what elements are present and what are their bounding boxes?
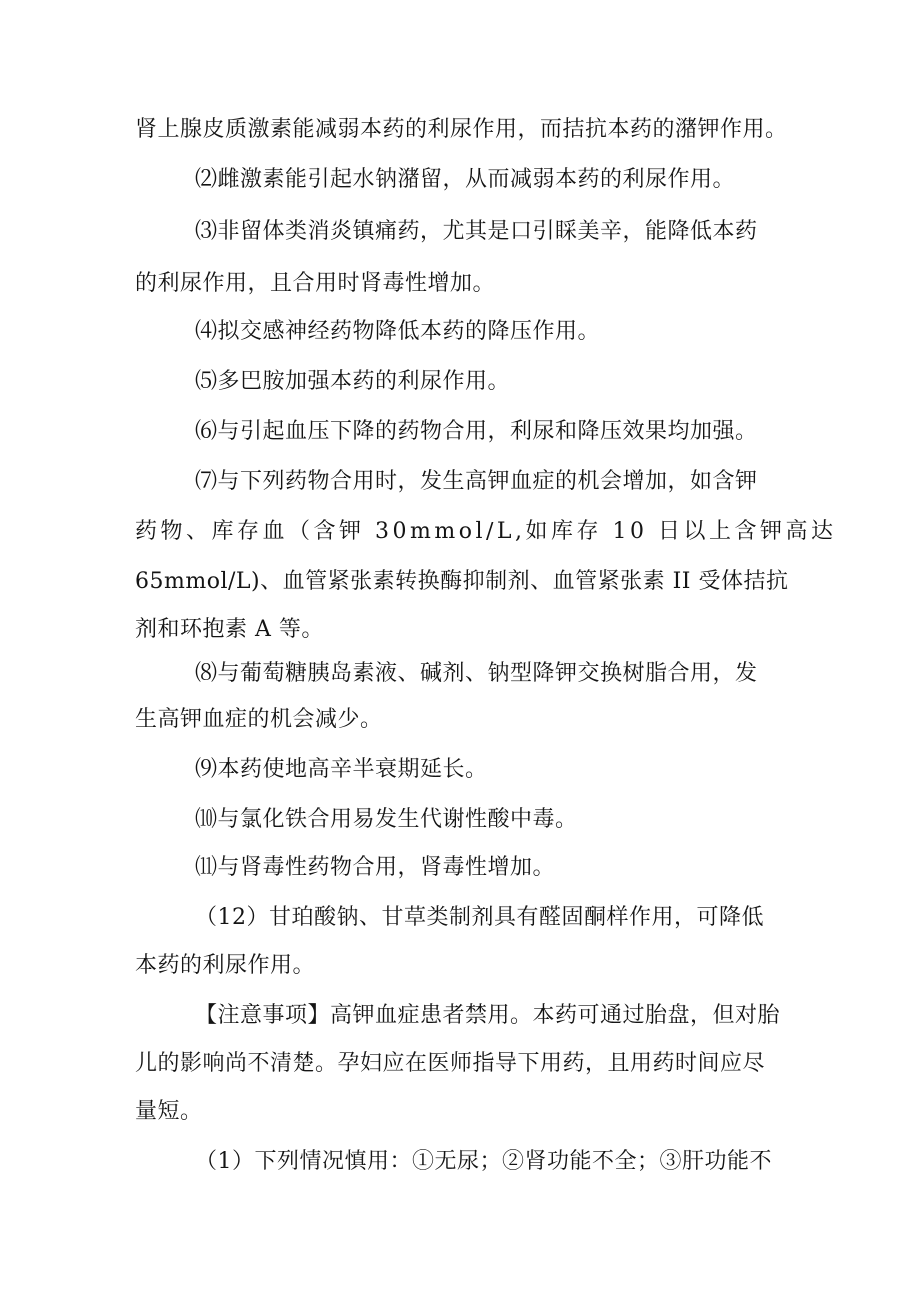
text-line: （12）甘珀酸钠、甘草类制剂具有醛固酮样作用，可降低 [195, 905, 764, 930]
text-line: ⑻与葡萄糖胰岛素液、碱剂、钠型降钾交换树脂合用，发 [195, 661, 758, 686]
text-line: ⑼本药使地高辛半衰期延长。 [195, 757, 488, 782]
text-line: ⑵雌激素能引起水钠潴留，从而减弱本药的利尿作用。 [195, 167, 736, 192]
text-line: 生高钾血症的机会减少。 [135, 707, 383, 732]
text-line: （1）下列情况慎用：①无尿；②肾功能不全；③肝功能不 [195, 1149, 772, 1174]
text-line: 【注意事项】高钾血症患者禁用。本药可通过胎盘，但对胎 [195, 1003, 781, 1028]
text-line: ⑷拟交感神经药物降低本药的降压作用。 [195, 319, 601, 344]
text-line: 儿的影响尚不清楚。孕妇应在医师指导下用药，且用药时间应尽 [135, 1051, 766, 1076]
text-line: ⑸多巴胺加强本药的利尿作用。 [195, 369, 511, 394]
text-line: 的利尿作用，且合用时肾毒性增加。 [135, 271, 496, 296]
text-line: 量短。 [135, 1099, 203, 1124]
text-line: 药物、库存血（含钾 30mmol∕L,如库存 10 日以上含钾高达 [135, 519, 837, 544]
text-line: ⑶非留体类消炎镇痛药，尤其是口引睬美辛，能降低本药 [195, 219, 758, 244]
text-line: ⑹与引起血压下降的药物合用，利尿和降压效果均加强。 [195, 419, 758, 444]
text-line: 本药的利尿作用。 [135, 953, 316, 978]
text-line: ⑾与肾毒性药物合用，肾毒性增加。 [195, 855, 556, 880]
text-line: ⑺与下列药物合用时，发生高钾血症的机会增加，如含钾 [195, 469, 758, 494]
text-line: 剂和环抱素 A 等。 [135, 617, 324, 642]
text-line: ⑽与氯化铁合用易发生代谢性酸中毒。 [195, 807, 578, 832]
text-line: 肾上腺皮质激素能减弱本药的利尿作用，而拮抗本药的潴钾作用。 [135, 117, 788, 142]
text-line: 65mmol/L)、血管紧张素转换酶抑制剂、血管紧张素 II 受体拮抗 [135, 569, 789, 594]
